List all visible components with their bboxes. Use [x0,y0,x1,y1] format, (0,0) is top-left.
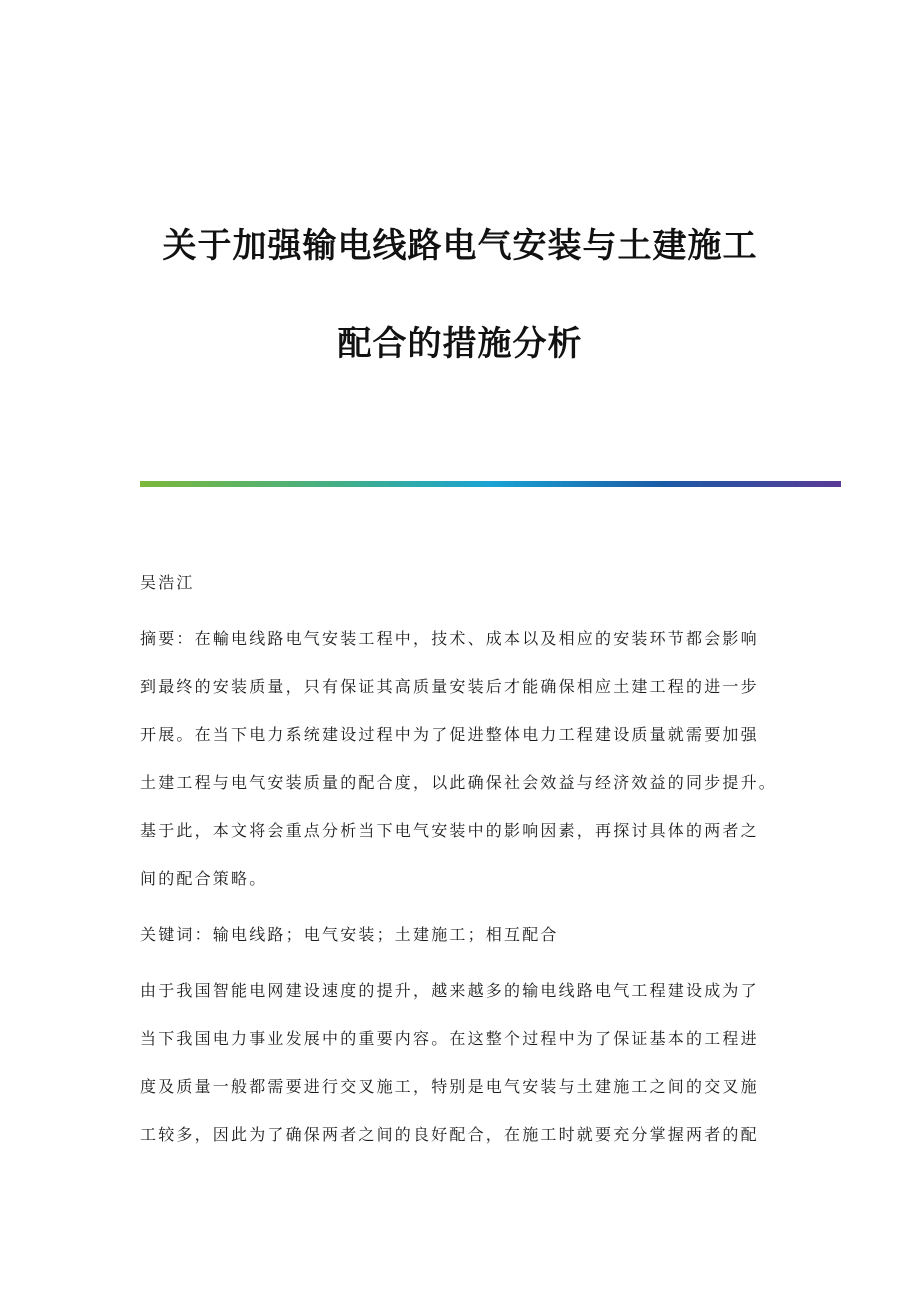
gradient-divider [140,481,841,487]
abstract-line: 摘要：在輸电线路电气安装工程中，技术、成本以及相应的安装环节都会影响 [140,629,759,648]
body-paragraph-line: 当下我国电力事业发展中的重要内容。在这整个过程中为了保证基本的工程进 [140,1029,759,1048]
abstract-line: 土建工程与电气安装质量的配合度，以此确保社会效益与经济效益的同步提升。 [140,773,778,792]
abstract-line: 间的配合策略。 [140,869,268,888]
document-title-line-2: 配合的措施分析 [337,324,583,364]
body-paragraph-line: 工较多，因此为了确保两者之间的良好配合，在施工时就要充分掌握两者的配 [140,1125,759,1144]
body-paragraph-line: 度及质量一般都需要进行交叉施工，特别是电气安装与土建施工之间的交叉施 [140,1077,759,1096]
author-name: 吴浩江 [140,573,195,592]
abstract-line: 开展。在当下电力系统建设过程中为了促进整体电力工程建设质量就需要加强 [140,725,759,744]
document-title-line-1: 关于加强输电线路电气安装与土建施工 [162,226,758,266]
keywords-line: 关键词：输电线路；电气安装；土建施工；相互配合 [140,925,559,944]
abstract-line: 基于此，本文将会重点分析当下电气安装中的影响因素，再探讨具体的两者之 [140,821,759,840]
body-paragraph-line: 由于我国智能电网建设速度的提升，越来越多的输电线路电气工程建设成为了 [140,981,759,1000]
abstract-line: 到最终的安装质量，只有保证其高质量安装后才能确保相应土建工程的进一步 [140,677,759,696]
